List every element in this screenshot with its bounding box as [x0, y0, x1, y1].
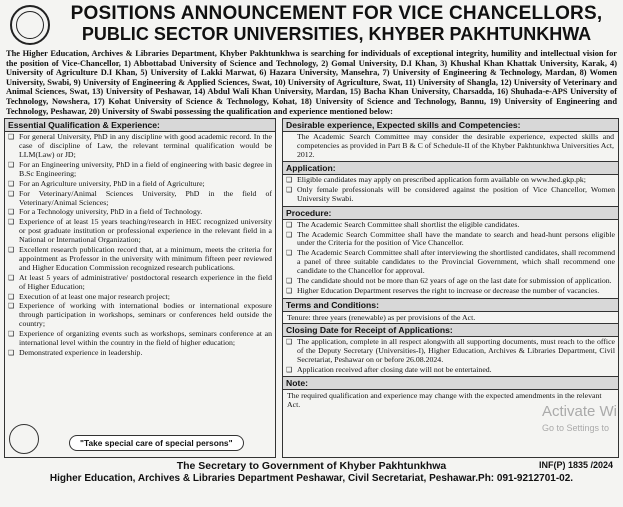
title-line-1: POSITIONS ANNOUNCEMENT FOR VICE CHANCELLORS, [70, 3, 603, 24]
application-list [283, 175, 618, 206]
columns [4, 118, 619, 458]
note-heading: Note: [283, 376, 618, 390]
tenure-text: Tenure: three years (renewable) as per provisions of the Act. [287, 312, 476, 322]
procedure-heading: Procedure: [283, 206, 618, 220]
list-item: ❑ The application, complete in all respect alongwith all supporting documents, must reach to the office of the Deputy Secretary (Universities-I), Higher Education, Archives & Libraries Department, Civil Secretariat, Peshawar on or before 26.08.2024. [286, 338, 615, 365]
list-item: ❑ For an Agriculture university, PhD in a field of Agriculture; [8, 180, 272, 189]
reference-number: INF(P) 1835 /2024 [538, 460, 613, 471]
title-line-2: PUBLIC SECTOR UNIVERSITIES, KHYBER PAKHTUNKHWA [81, 24, 592, 44]
list-item: ❑ The Academic Search Committee shall have the mandate to search and head-hunt persons eligible under the Criteria for the position of Vice Chancellor. [286, 231, 615, 249]
page-title [56, 3, 617, 45]
footer [4, 460, 619, 485]
activation-watermark [542, 404, 617, 436]
list-item: ❑ The Academic Search Committee shall after interviewing the shortlisted candidates, shall recommend a panel of three suitable candidates to the Provincial Government, which shall recommend one candidate to the Chancellor for approval. [286, 249, 615, 276]
list-item: ❑ Excellent research publication record that, at a minimum, meets the criteria for appointment as Professor in the university with minimum fifteen peer reviewed and Higher Education Commission recognized research publications. [8, 246, 272, 273]
list-item: ❑ The candidate should not be more than 62 years of age on the last date for submission of application. [286, 277, 615, 286]
list-item: ❑ Higher Education Department reserves the right to increase or decrease the number of vacancies. [286, 287, 615, 296]
procedure-list [283, 220, 618, 298]
footer-line-1: The Secretary to Government of Khyber Pakhtunkhwa [176, 460, 447, 473]
list-item: ❑ At least 5 years of administrative/ postdoctoral research experience in the field of Higher Education; [8, 274, 272, 292]
terms-heading: Terms and Conditions: [283, 298, 618, 312]
watermark-line-2: Go to Settings to [541, 423, 610, 433]
left-column [4, 118, 276, 458]
list-item: ❑ Experience of organizing events such as workshops, seminars conference at an international level within the country in the field of higher education; [8, 330, 272, 348]
list-item: ❑ Demonstrated experience in leadership. [8, 349, 272, 358]
seal-icon [9, 424, 39, 454]
list-item: ❑ The Academic Search Committee shall shortlist the eligible candidates. [286, 221, 615, 230]
list-item: ❑ Experience of working with international bodies or international exposure through participation in workshops, seminars or conferences held outside the country; [8, 302, 272, 329]
application-heading: Application: [283, 161, 618, 175]
note-text: The required qualification and experience may change with the expected amendments in the relevant Act. [287, 391, 602, 410]
qualification-list [5, 132, 275, 360]
list-item: ❑ For general University, PhD in any discipline with good academic record. In the case of discipline of Law, the relevant terminal qualification would be LLM(Law) or JD; [8, 133, 272, 160]
closing-date-heading: Closing Date for Receipt of Applications: [283, 323, 618, 337]
list-item: ❑ For an Engineering university, PhD in a field of engineering with basic degree in B.Sc Engineering; [8, 161, 272, 179]
list-item: ❑ Only female professionals will be considered against the position of Vice Chancellor, Women University Swabi. [286, 186, 615, 204]
list-item: ❑ For Veterinary/Animal Sciences University, PhD in the field of Veterinary/Animal Sciences; [8, 190, 272, 208]
motto-box: "Take special care of special persons" [69, 435, 244, 451]
qualification-heading: Essential Qualification & Experience: [5, 119, 275, 132]
watermark-line-1: Activate Wi [541, 403, 617, 420]
government-emblem-icon [10, 5, 50, 45]
list-item: ❑ Eligible candidates may apply on prescribed application form available on www.hed.gkp.pk; [286, 176, 615, 185]
list-item: ❑ Execution of at least one major research project; [8, 293, 272, 302]
list-item: ❑ Experience of at least 15 years teaching/research in HEC recognized university or post graduate institution or professional experience in the relevant field in a National or International Organization; [8, 218, 272, 245]
list-item: ❑ Application received after closing date will not be entertained. [286, 366, 615, 375]
footer-line-2: Higher Education, Archives & Libraries Department Peshawar, Civil Secretariat, Peshawar.Ph: 091-9212701-02. [49, 473, 574, 485]
desirable-text: The Academic Search Committee may consider the desirable experience, expected skills and competencies as provided in Part B & C of Schedule-II of the Khyber Pakhtunkhwa Universities Act, 2012. [297, 132, 614, 159]
header [4, 3, 619, 47]
list-item: ❑ For a Technology university, PhD in a field of Technology. [8, 208, 272, 217]
closing-list [283, 337, 618, 377]
intro-paragraph: The Higher Education, Archives & Libraries Department, Khyber Pakhtunkhwa is searching for individuals of exceptional integrity, humility and intellectual vision for the position of Vice-Chancellor, 1) Abbottabad University of Science and Technology, 2) Gomal University, D.I Khan, 3) Khushal Khan Khattak University, Karak, 4) University of Agriculture D.I Khan, 5) University of Lakki Marwat, 6) Hazara University, Mansehra, 7) University of Engineering & Technology, Mardan, 8) Women University, Swabi, 9) University of Engineering & Applied Sciences, Swat, 10) University of Agriculture, Swat, 11) University of Shangla, 12) University of Veterinary and Animal Sciences, Swat, 13) University of Peshawar, 14) Abdul Wali Khan University, Mardan, 15) Bacha Khan University, Charsadda, 16) Shuhada-e-APS University of Technology, Nowshera, 17) Kohat University of Science & Technology, Kohat, 18) University of Science and Technology, Bannu, 19) University of Engineering and Technology, Peshawar, 20) University of Swabi possessing the qualification and experience mentioned below: [6, 49, 617, 116]
desirable-heading: Desirable experience, Expected skills and Competencies: [283, 119, 618, 132]
